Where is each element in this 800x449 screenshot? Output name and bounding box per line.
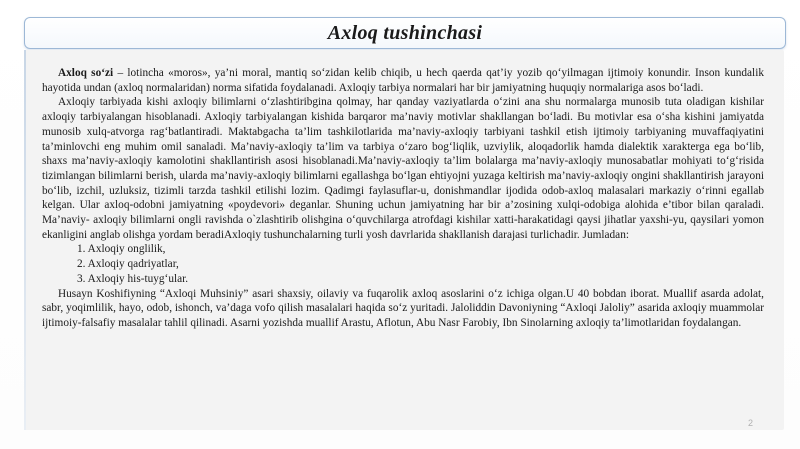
list-item: 2. Axloqiy qadriyatlar, (77, 258, 179, 271)
term-axloq: Axloq so‘zi (58, 67, 114, 79)
body-text (42, 66, 764, 331)
slide-title: Axloq tushinchasi (327, 21, 483, 44)
title-box (24, 17, 786, 49)
list-item: 3. Axloqiy his-tuyg‘ular. (77, 272, 189, 285)
list-item: 1. Axloqiy onglilik, (77, 243, 166, 256)
panel-accent-bar (24, 50, 26, 430)
paragraph-definition-text: – lotincha «moros», ya’ni moral, mantiq so‘zidan kelib chiqib, u hech qaerda qat’iy yozib qo‘yilmagan ijtimoiy konundir. Inson kundalik hayotida undan (axloq normalaridan) norma sifatida foydalanadi. Axloqiy tarbiya normalari har bir jamiyatning huquqiy normalariga asos bo‘ladi. (42, 67, 764, 94)
page-number: 2 (748, 418, 754, 428)
paragraph-closing: Husayn Koshifiyning “Axloqi Muhsiniy” asari shaxsiy, oilaviy va fuqarolik axloq asoslarini o‘z ichiga olgan.U 40 bobdan iborat. Muallif asarda adolat, sabr, yoqimlilik, hayo, odob, ishonch, va’daga vofo qilish masalalari haqida so‘z yuritadi. Jaloliddin Davoniyning “Axloqi Jaloliy” asarida axloqiy muammolar ijtimoiy-falsafiy masalalar tahlil qilinadi. Asarni yozishda muallif Arastu, Aflotun, Abu Nasr Farobiy, Ibn Sinolarning axloqiy ta’limotlaridan foydalangan. (42, 287, 764, 329)
paragraph-definition (42, 66, 764, 95)
paragraph-upbringing: Axloqiy tarbiyada kishi axloqiy bilimlarni o‘zlashtiribgina qolmay, har qanday vaziyatlarda o‘zini ana shu normalarga munosib tuta oladigan kishilar axloqiy tarbiyalangan hisoblanadi. Axloqiy tarbiyalangan kishida barqaror ma’naviy motivlar shakllangan bo‘ladi. Bu motivlar esa o‘sha kishini jamiyatda munosib xulq-atvorga rag‘batlantiradi. Maktabgacha ta’lim tashkilotlarida ma’naviy-axloqiy tarbiyani tashkil etish ijtimoiy tarbiyaning muvaffaqiyatini ta’minlovchi eng muhim omil sanaladi. Ma’naviy-axloqiy ta’lim va tarbiya o‘zaro bog‘liqlik, uzviylik, aloqadorlik hamda dialektik xarakterga ega bo‘lib, shaxs ma’naviy-axloqiy kamolotini shakllantirish asosi hisoblanadi.Ma’naviy-axloqiy ta’lim bolalarga ma’naviy-axloqiy munosabatlar mohiyati to‘g‘risida tizimlangan bilimlarni berish, ularda ma’naviy-axloqiy bilimlarni egallashga bo‘lgan ehtiyojni yuzaga keltirish ma’naviy-axloqiy ongini shakllantirish jarayoni bo‘lib, izchil, uzluksiz, tizimli tarzda tashkil etilishi lozim. Qadimgi faylasuflar-u, donishmandlar ijodida odob-axloq malasalari markaziy o‘rinni egallab kelgan. Ular axloq-odobni jamiyatning «poydevori» deganlar. Shuning uchun jamiyatning har bir a’zosining xulqi-odobiga alohida e’tibor bilan qaraladi. Ma’naviy- axloqiy bilimlarni ongli ravishda o`zlashtirib olishgina o‘quvchilarga atrofdagi kishilar xatti-harakatidagi qaysi jihatlar yaxshi-yu, qaysilari yomon ekanligini anglab olishga yordam beradiAxloqiy tushunchalarning turli yosh davrlarida shakllanish darajasi turlichadir. Jumladan: (42, 96, 764, 241)
